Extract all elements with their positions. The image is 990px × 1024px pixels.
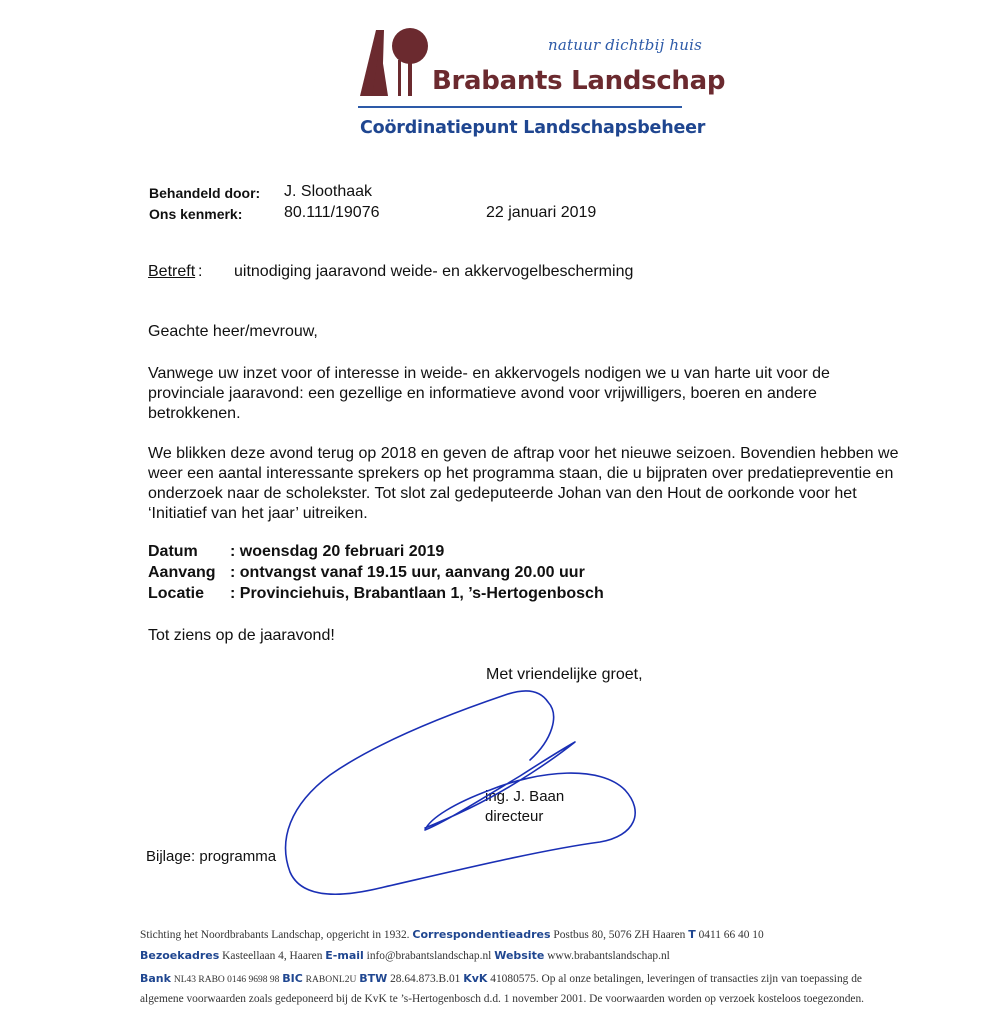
footer-website-label: Website <box>494 949 545 962</box>
event-location-value: : Provinciehuis, Brabantlaan 1, ’s-Hertogenbosch <box>230 585 604 602</box>
footer-line-2 <box>140 949 960 962</box>
event-date-label: Datum <box>148 543 198 560</box>
footer-phone-value: 0411 66 40 10 <box>698 929 764 941</box>
footer-bic-value: RABONL2U <box>305 975 357 985</box>
closing-greeting: Met vriendelijke groet, <box>486 666 643 683</box>
letter-date: 22 januari 2019 <box>486 204 597 221</box>
paragraph-program: We blikken deze avond terug op 2018 en geven de aftrap voor het nieuwe seizoen. Bovendien hebben we weer een aantal interessante sprekers op het programma staan, die u bijpraten over predatiepreventie en onderzoek naar de scholekster. Tot slot zal gedeputeerde Johan van den Hout de oorkonde voor het ‘Initiatief van het jaar’ uitreiken. <box>148 445 899 522</box>
attachment-note: Bijlage: programma <box>146 848 277 865</box>
paragraph-invitation: Vanwege uw inzet voor of interesse in weide- en akkervogels nodigen we u van harte uit voor de provinciale jaaravond: een gezellige en informatieve avond voor vrijwilligers, boeren en andere betrokkenen. <box>148 365 830 422</box>
footer-correspondence-label: Correspondentieadres <box>412 928 551 941</box>
footer-website-value[interactable]: www.brabantslandschap.nl <box>547 950 670 962</box>
reference-label: Ons kenmerk: <box>149 206 243 222</box>
event-start-value: : ontvangst vanaf 19.15 uur, aanvang 20.00 uur <box>230 564 585 581</box>
footer-foundation: Stichting het Noordbrabants Landschap, opgericht in 1932. <box>140 929 410 941</box>
footer-visit-label: Bezoekadres <box>140 949 220 962</box>
footer-line-3 <box>140 972 960 985</box>
letterhead-divider <box>358 106 682 108</box>
handled-by-label: Behandeld door: <box>149 185 261 201</box>
footer-correspondence-value: Postbus 80, 5076 ZH Haaren <box>553 929 686 941</box>
footer-kvk-value: 41080575. Op al onze betalingen, leveringen of transacties zijn van toepassing de <box>490 973 862 985</box>
event-location-label: Locatie <box>148 585 205 602</box>
handled-by-value: J. Sloothaak <box>284 183 373 200</box>
footer-email-label: E-mail <box>325 949 364 962</box>
footer-terms: algemene voorwaarden zoals gedeponeerd bij de KvK te ’s-Hertogenbosch d.d. 1 november 2001. De voorwaarden worden op verzoek kosteloos toegezonden. <box>140 993 865 1005</box>
event-start-label: Aanvang <box>148 564 216 581</box>
event-date-value: : woensdag 20 februari 2019 <box>230 543 445 560</box>
subject-label: Betreft <box>148 263 196 280</box>
footer-bank-label: Bank <box>140 972 171 985</box>
footer-kvk-label: KvK <box>463 972 488 985</box>
department-name: Coördinatiepunt Landschapsbeheer <box>360 118 706 138</box>
signer-title: directeur <box>485 808 544 825</box>
footer-email-value[interactable]: info@brabantslandschap.nl <box>366 950 492 962</box>
footer-line-4 <box>140 993 960 1005</box>
footer-bank-value: NL43 RABO 0146 9698 98 <box>173 975 280 985</box>
footer-phone-label: T <box>688 928 696 941</box>
farewell: Tot ziens op de jaaravond! <box>148 627 335 644</box>
footer-visit-value: Kasteellaan 4, Haaren <box>222 950 323 962</box>
tagline: natuur dichtbij huis <box>548 36 703 54</box>
salutation: Geachte heer/mevrouw, <box>148 323 318 340</box>
brand-name: Brabants Landschap <box>432 66 726 96</box>
subject-colon: : <box>198 263 203 280</box>
footer-btw-label: BTW <box>359 972 388 985</box>
footer-bic-label: BIC <box>282 972 303 985</box>
reference-value: 80.111/19076 <box>284 204 380 221</box>
footer-btw-value: 28.64.873.B.01 <box>390 973 461 985</box>
brabants-landschap-logo-icon <box>358 24 428 100</box>
footer-line-1 <box>140 928 960 941</box>
subject-text: uitnodiging jaaravond weide- en akkervogelbescherming <box>234 263 634 280</box>
signer-name: ing. J. Baan <box>485 788 565 805</box>
